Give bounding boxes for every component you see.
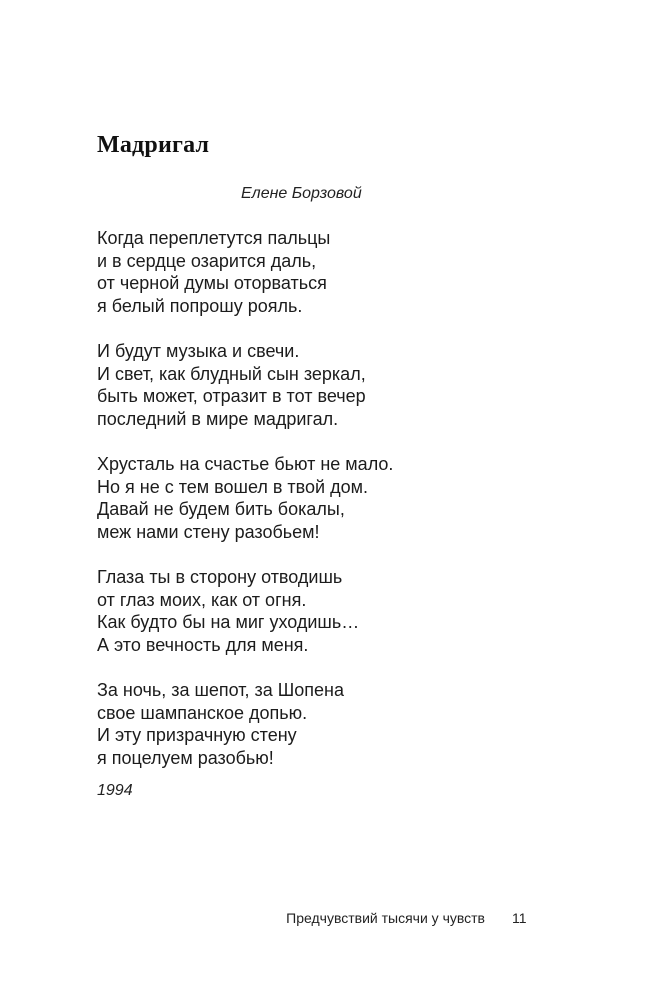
- poem-line: А это вечность для меня.: [97, 634, 309, 655]
- stanza-1: [97, 227, 577, 317]
- poem-dedication: Елене Борзовой: [241, 185, 362, 202]
- poem-line: Глаза ты в сторону отводишь: [97, 567, 343, 587]
- poem-line: И будут музыка и свечи.: [97, 341, 300, 361]
- poem-line: от черной думы оторваться: [97, 273, 327, 293]
- poem-line: И эту призрачную стену: [97, 725, 297, 745]
- stanza-3: [97, 453, 577, 543]
- page-number: 11: [512, 910, 527, 926]
- poem-line: Как будто бы на миг уходишь…: [97, 612, 360, 632]
- poem-line: быть может, отразит в тот вечер: [97, 386, 366, 406]
- poem-title: Мадригал: [97, 132, 210, 158]
- poem-line: я поцелуем разобью!: [97, 747, 274, 768]
- poem-body: [97, 227, 577, 792]
- poem-line: Давай не будем бить бокалы,: [97, 499, 345, 519]
- poem-line: от глаз моих, как от огня.: [97, 589, 307, 610]
- running-head: Предчувствий тысячи у чувств: [286, 910, 485, 926]
- poem-line: И свет, как блудный сын зеркал,: [97, 363, 366, 384]
- poem-line: Хрусталь на счастье бьют не мало.: [97, 454, 394, 474]
- page-footer: [0, 907, 668, 929]
- poem-year: 1994: [97, 782, 133, 799]
- poem-line: свое шампанское допью.: [97, 702, 308, 723]
- poem-line: последний в мире мадригал.: [97, 408, 339, 429]
- poem-line: я белый попрошу рояль.: [97, 295, 303, 316]
- poem-line: меж нами стену разобьем!: [97, 521, 320, 542]
- stanza-4: [97, 566, 577, 656]
- stanza-2: [97, 340, 577, 430]
- poem-line: и в сердце озарится даль,: [97, 250, 317, 271]
- poem-line: Когда переплетутся пальцы: [97, 228, 331, 248]
- poem-line: Но я не с тем вошел в твой дом.: [97, 476, 368, 497]
- poem-line: За ночь, за шепот, за Шопена: [97, 680, 345, 700]
- stanza-5: [97, 679, 577, 769]
